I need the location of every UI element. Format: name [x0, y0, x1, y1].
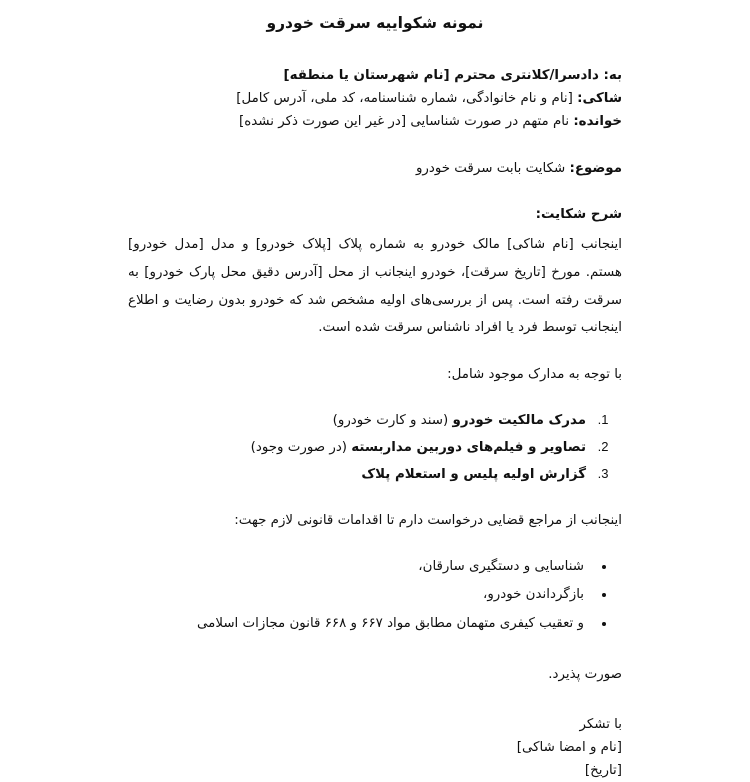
list-item: • شناسایی و دستگیری سارقان،	[128, 553, 592, 581]
complaint-body: اینجانب [نام شاکی] مالک خودرو به شماره پلاک [پلاک خودرو] و مدل [مدل خودرو] هستم. مورخ [تاریخ سرقت]، خودرو اینجانب از محل [آدرس دقیق محل پارک خودرو] به سرقت رفته است. پس از بررسی‌های اولیه مشخص شد که خودرو بدون رضایت و اطلاع اینجانب توسط فرد یا افراد ناشناس سرقت شده است.	[128, 237, 622, 336]
plaintiff-label: شاکی:	[577, 90, 622, 106]
requests-lead: اینجانب از مراجع قضایی درخواست دارم تا اقدامات قانونی لازم جهت:	[234, 513, 622, 529]
addressee-block	[128, 64, 622, 133]
page-title: نمونه شکواییه سرقت خودرو	[266, 14, 484, 32]
list-item: • بازگرداندن خودرو،	[128, 581, 592, 609]
complaint-heading: شرح شکایت:	[535, 206, 622, 222]
signoff-name-signature: [نام و امضا شاکی]	[516, 739, 622, 755]
list-item: • و تعقیب کیفری متهمان مطابق مواد ۶۶۷ و ۶۶۸ قانون مجازات اسلامی	[128, 610, 592, 638]
defendant-line	[128, 110, 622, 133]
evidence-item-note: (در صورت وجود)	[250, 439, 352, 455]
subject-value: شکایت بابت سرقت خودرو	[415, 160, 570, 176]
evidence-lead: با توجه به مدارک موجود شامل:	[447, 366, 622, 382]
addressee-to-line: به: دادسرا/کلانتری محترم [نام شهرستان یا منطقه]	[283, 67, 622, 83]
defendant-label: خوانده:	[573, 113, 622, 129]
evidence-item-note: (سند و کارت خودرو)	[332, 412, 453, 428]
requests-closing: صورت پذیرد.	[548, 667, 622, 683]
evidence-item-bold: مدرک مالکیت خودرو	[452, 412, 586, 428]
document-body	[0, 64, 750, 782]
list-item	[128, 461, 594, 488]
defendant-value: نام متهم در صورت شناسایی [در غیر این صورت ذکر نشده]	[239, 113, 574, 129]
evidence-list	[128, 407, 622, 488]
list-item	[128, 434, 594, 461]
requests-list	[128, 553, 622, 638]
evidence-item-bold: تصاویر و فیلم‌های دوربین مداربسته	[351, 439, 586, 455]
list-item	[128, 407, 594, 434]
signoff-thanks: با تشکر	[579, 716, 622, 732]
signoff-block	[128, 713, 622, 782]
evidence-item-bold: گزارش اولیه پلیس و استعلام پلاک	[361, 466, 586, 482]
plaintiff-value: [نام و نام خانوادگی، شماره شناسنامه، کد ملی، آدرس کامل]	[236, 90, 578, 106]
subject-line	[128, 158, 622, 181]
signoff-date: [تاریخ]	[584, 762, 622, 778]
subject-label: موضوع:	[569, 160, 622, 176]
plaintiff-line	[128, 87, 622, 110]
